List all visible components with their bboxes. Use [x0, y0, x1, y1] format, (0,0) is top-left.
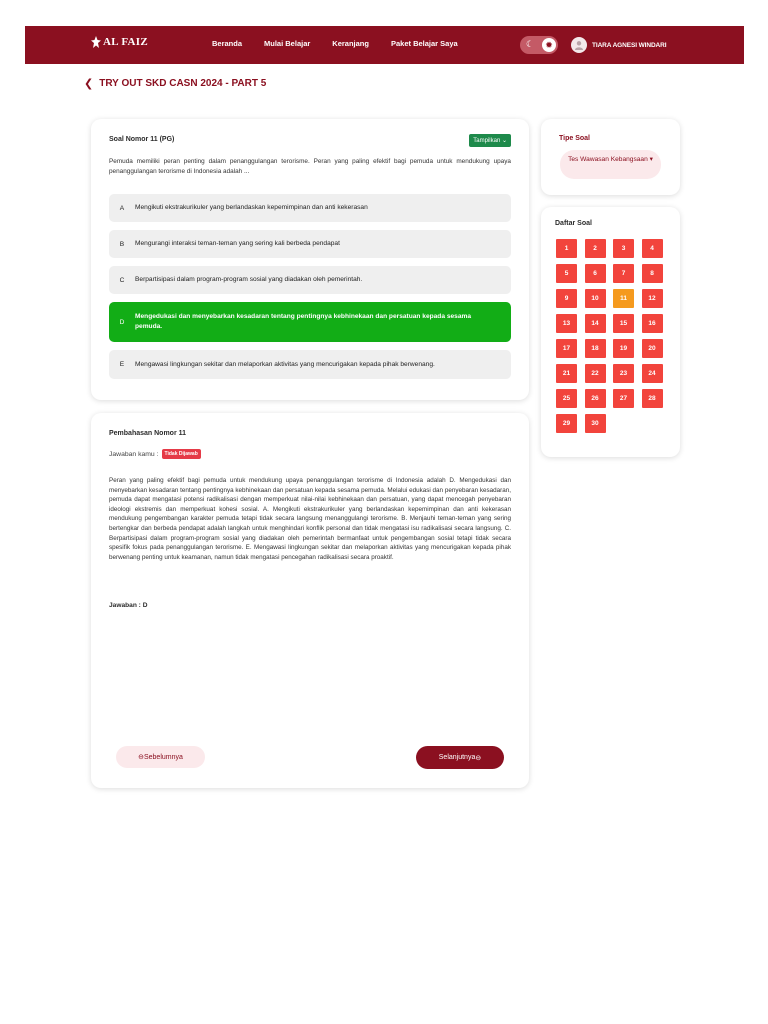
question-number-button[interactable] — [556, 264, 577, 283]
option-letter: E — [119, 361, 125, 368]
option-text: Berpartisipasi dalam program-program sosial yang diadakan oleh pemerintah. — [135, 276, 363, 283]
option-letter: A — [119, 204, 125, 212]
question-number-button[interactable] — [585, 364, 606, 383]
option-text: Mengikuti ekstrakurikuler yang berlandaskan kepemimpinan dan anti kekerasan — [135, 204, 368, 211]
question-number-button[interactable] — [556, 389, 577, 408]
question-number-button[interactable] — [642, 339, 663, 358]
arrow-left-circle-icon: ⊖ — [138, 754, 144, 761]
question-number-button[interactable] — [613, 364, 634, 383]
user-icon — [574, 40, 584, 50]
question-number-label: 17 — [562, 345, 571, 352]
question-number-button[interactable] — [556, 239, 577, 258]
option-text: Mengawasi lingkungan sekitar dan melaporkan aktivitas yang mencurigakan kepada pihak berwenang. — [135, 360, 435, 368]
question-number-label: 16 — [648, 320, 656, 327]
show-button[interactable] — [469, 134, 511, 147]
theme-toggle[interactable] — [520, 36, 558, 54]
moon-icon: ☾ — [526, 39, 535, 49]
question-number-label: 30 — [591, 420, 599, 427]
question-number-button[interactable] — [585, 414, 606, 433]
question-number-label: 9 — [564, 295, 569, 302]
status-badge: Tidak Dijawab — [162, 449, 201, 459]
question-number-label: 4 — [650, 245, 654, 252]
page-title: TRY OUT SKD CASN 2024 - PART 5 — [99, 78, 267, 89]
question-number-button[interactable] — [585, 339, 606, 358]
question-number-button[interactable] — [585, 239, 606, 258]
question-number-label: 25 — [562, 395, 571, 402]
question-number-label: 2 — [593, 245, 597, 252]
question-number-label: 6 — [593, 270, 597, 277]
nav-item-paket-belajar[interactable]: Paket Belajar Saya — [390, 39, 458, 48]
question-number-label: 13 — [562, 320, 571, 327]
option-b[interactable] — [109, 230, 511, 258]
question-number-label: 26 — [591, 395, 599, 402]
discussion-text: Peran yang paling efektif bagi pemuda untuk mendukung upaya penanggulangan terorisme di Indonesia adalah D. Mengedukasi dan menyebarkan kesadaran tentang pentingnya kebhinekaan dan persatuan kepada sesama pemuda. Melalui edukasi dan penyebaran kesadaran, pemuda dapat mengatasi potensi radikalisasi dengan memperkuat nilai-nilai kebhinekaan dan persatuan, yang dapat mencegah penyebaran ideologi ekstremis dan memperkuat kohesi sosial. A. Mengikuti ekstrakurikuler yang berlandaskan kepemimpinan dan anti kekerasan mendukung pengembangan karakter pemuda tetapi tidak secara langsung menanggulangi terorisme. B. Menjauhi teman-teman yang sering bertengkar dan berbeda pendapat adalah langkah untuk menghindari konflik personal dan tidak mengatasi isu radikalisasi secara langsung. C. Berpartisipasi dalam program-program sosial yang diadakan oleh pemerintah bermanfaat untuk pengembangan sosial tetapi tidak secara spesifik fokus pada penanggulangan terorisme. E. Mengawasi lingkungan sekitar dan melaporkan aktivitas yang mencurigakan kepada pihak berwenang penting untuk keamanan, namun tidak mengatasi pencegahan radikalisasi secara proaktif. — [109, 477, 511, 561]
back-button[interactable] — [84, 77, 266, 90]
question-number-button[interactable] — [613, 264, 634, 283]
question-number-label: 8 — [650, 270, 654, 277]
sun-icon: ✹ — [542, 38, 556, 52]
question-number-button[interactable] — [556, 414, 577, 433]
question-type-title: Tipe Soal — [559, 135, 590, 142]
question-number-button[interactable] — [585, 389, 606, 408]
user-menu[interactable] — [571, 37, 666, 53]
question-number-button[interactable] — [613, 389, 634, 408]
question-number-button[interactable] — [585, 314, 606, 333]
option-c[interactable] — [109, 266, 511, 294]
question-number-label: 23 — [619, 370, 628, 377]
question-type-dropdown[interactable] — [560, 150, 661, 179]
question-number-label: 11 — [620, 295, 627, 302]
your-answer-label: Jawaban kamu : — [109, 450, 159, 458]
question-number-label: 19 — [619, 345, 628, 352]
question-number-label: 27 — [619, 395, 628, 402]
nav-item-beranda[interactable]: Beranda — [212, 39, 243, 48]
question-number-button[interactable] — [642, 264, 663, 283]
question-number-label: 28 — [648, 395, 656, 402]
question-number-label: 18 — [591, 345, 599, 352]
chevron-down-icon: ⌄ — [501, 138, 507, 144]
question-text: Pemuda memiliki peran penting dalam penanggulangan terorisme. Peran yang paling efektif bagi pemuda untuk mendukung upaya penanggulangan terorisme di Indonesia adalah ... — [109, 158, 511, 175]
show-button-label: Tampilkan — [473, 138, 501, 144]
question-number-button[interactable] — [585, 264, 606, 283]
question-number-button[interactable] — [613, 289, 634, 308]
question-number-button[interactable] — [556, 364, 577, 383]
question-number-button[interactable] — [642, 239, 663, 258]
option-a[interactable] — [109, 194, 511, 222]
question-number-label: 29 — [562, 420, 571, 427]
brand-logo[interactable] — [91, 36, 148, 48]
nav-item-mulai-belajar[interactable]: Mulai Belajar — [264, 39, 311, 48]
option-letter: C — [119, 276, 125, 284]
question-number-button[interactable] — [613, 314, 634, 333]
question-number-label: 5 — [564, 270, 569, 277]
question-number-label: 21 — [562, 370, 571, 377]
question-number-button[interactable] — [613, 239, 634, 258]
user-name: TIARA AGNESI WINDARI — [592, 41, 667, 49]
question-number-button[interactable] — [556, 314, 577, 333]
brand-emblem-icon — [91, 36, 101, 48]
answer-key: Jawaban : D — [109, 602, 148, 609]
question-list-title: Daftar Soal — [555, 220, 592, 227]
top-navbar — [25, 26, 744, 64]
brand-name: AL FAIZ — [103, 36, 148, 48]
question-grid — [556, 239, 663, 433]
discussion-card — [91, 413, 529, 788]
option-letter: D — [119, 318, 125, 326]
next-button[interactable] — [416, 746, 504, 769]
previous-label: Sebelumnya — [143, 753, 183, 761]
your-answer-row — [109, 449, 201, 459]
discussion-title: Pembahasan Nomor 11 — [109, 430, 187, 437]
question-type-card — [541, 119, 680, 195]
next-label: Selanjutnya — [438, 754, 476, 761]
question-number-label: 10 — [591, 295, 599, 302]
question-number-button[interactable] — [556, 339, 577, 358]
nav-item-keranjang[interactable]: Keranjang — [332, 39, 369, 48]
question-type-value: Tes Wawasan Kebangsaan — [568, 156, 648, 163]
option-e[interactable] — [109, 350, 511, 379]
option-letter: B — [119, 240, 125, 248]
avatar — [571, 37, 587, 53]
question-number-label: 3 — [621, 245, 626, 252]
option-text: Mengurangi interaksi teman-teman yang sering kali berbeda pendapat — [135, 240, 340, 247]
question-number: Soal Nomor 11 (PG) — [109, 136, 175, 143]
question-number-label: 20 — [648, 345, 656, 352]
question-number-button[interactable] — [556, 289, 577, 308]
question-card — [91, 119, 529, 400]
question-number-button[interactable] — [642, 389, 663, 408]
question-number-label: 24 — [648, 370, 656, 377]
question-number-button[interactable] — [642, 289, 663, 308]
question-number-button[interactable] — [613, 339, 634, 358]
question-number-button[interactable] — [642, 364, 663, 383]
question-list-card — [541, 207, 680, 457]
question-number-button[interactable] — [585, 289, 606, 308]
previous-button[interactable] — [116, 746, 205, 768]
question-number-label: 12 — [648, 295, 656, 302]
option-d[interactable] — [109, 302, 511, 342]
question-number-label: 15 — [619, 320, 628, 327]
question-number-label: 22 — [591, 370, 599, 377]
question-number-label: 7 — [621, 270, 626, 277]
question-number-label: 1 — [564, 245, 569, 252]
option-text: Mengedukasi dan menyebarkan kesadaran tentang pentingnya kebhinekaan dan persatuan kepada sesama pemuda. — [135, 313, 472, 330]
question-number-label: 14 — [591, 320, 599, 327]
question-number-button[interactable] — [642, 314, 663, 333]
caret-down-icon: ▾ — [649, 156, 653, 163]
arrow-right-circle-icon: ⊖ — [475, 754, 482, 762]
main-nav — [212, 39, 480, 48]
chevron-left-icon: ❮ — [84, 78, 94, 90]
